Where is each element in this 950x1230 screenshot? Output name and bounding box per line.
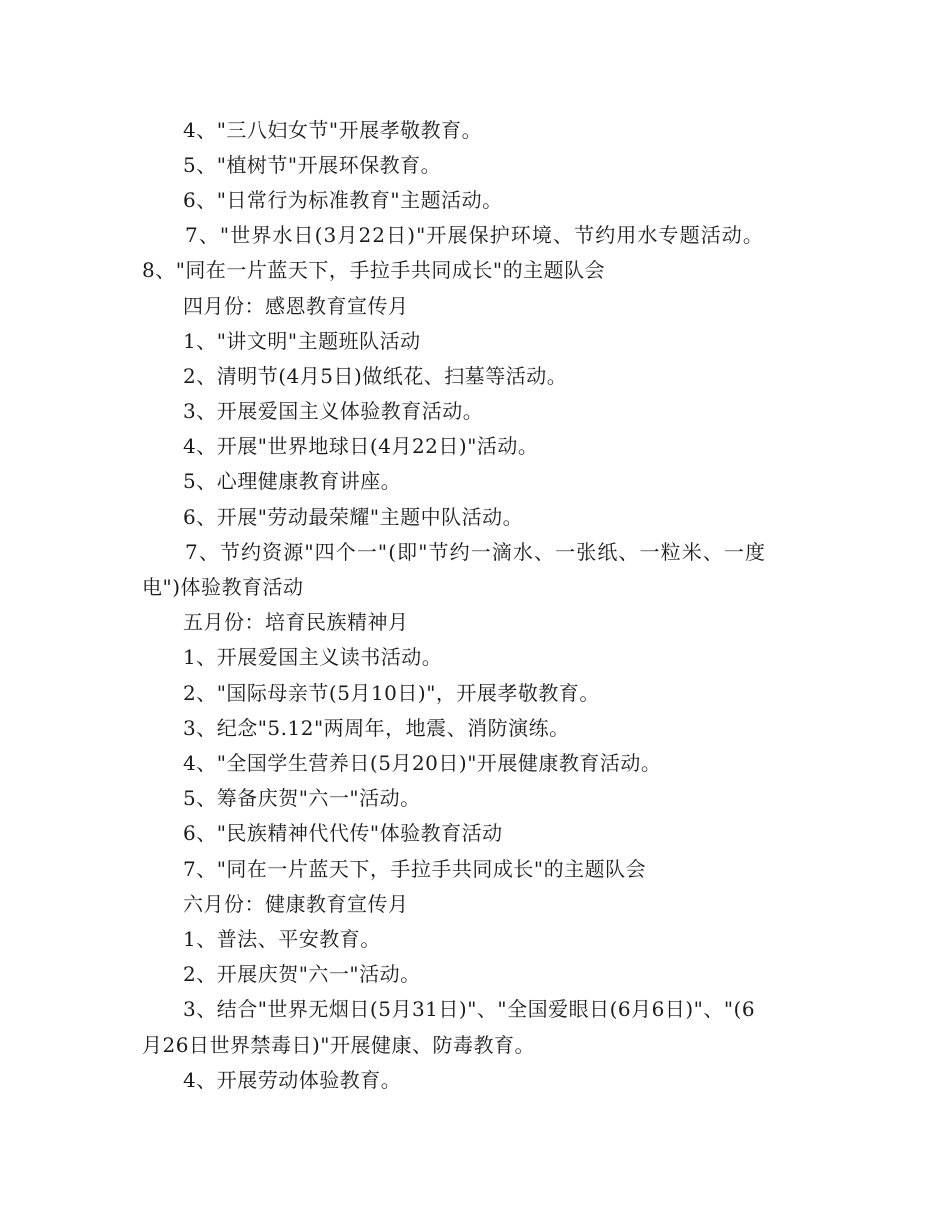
text-line: 6、"民族精神代代传"体验教育活动 bbox=[183, 821, 503, 845]
text-line: 5、"植树节"开展环保教育。 bbox=[183, 153, 442, 177]
text-line: 2、清明节(4月5日)做纸花、扫墓等活动。 bbox=[183, 364, 568, 388]
text-line: 7、"世界水日(3月22日)"开展保护环境、节约用水专题活动。 bbox=[185, 223, 765, 247]
text-line: 2、"国际母亲节(5月10日)"，开展孝敬教育。 bbox=[183, 681, 600, 705]
text-line: 1、"讲文明"主题班队活动 bbox=[183, 329, 421, 353]
section-heading: 六月份：健康教育宣传月 bbox=[183, 892, 409, 916]
text-line: 3、结合"世界无烟日(5月31日)"、"全国爱眼日(6月6日)"、"(6 bbox=[183, 997, 756, 1021]
text-line: 4、开展"世界地球日(4月22日)"活动。 bbox=[183, 434, 539, 458]
text-line: 3、纪念"5.12"两周年，地震、消防演练。 bbox=[183, 716, 570, 740]
text-line: 7、节约资源"四个一"(即"节约一滴水、一张纸、一粒米、一度 bbox=[185, 540, 767, 564]
section-heading: 四月份：感恩教育宣传月 bbox=[183, 294, 409, 318]
text-line: 电")体验教育活动 bbox=[142, 575, 304, 599]
text-line: 2、开展庆贺"六一"活动。 bbox=[183, 962, 421, 986]
text-line: 4、开展劳动体验教育。 bbox=[183, 1068, 402, 1092]
text-line: 月26日世界禁毒日)"开展健康、防毒教育。 bbox=[142, 1033, 535, 1057]
text-line: 6、"日常行为标准教育"主题活动。 bbox=[183, 188, 503, 212]
text-line: 1、开展爱国主义读书活动。 bbox=[183, 645, 443, 669]
text-line: 5、心理健康教育讲座。 bbox=[183, 469, 402, 493]
text-line: 1、普法、平安教育。 bbox=[183, 927, 381, 951]
text-line: 4、"三八妇女节"开展孝敬教育。 bbox=[183, 118, 483, 142]
text-line: 5、筹备庆贺"六一"活动。 bbox=[183, 786, 421, 810]
text-line: 3、开展爱国主义体验教育活动。 bbox=[183, 399, 484, 423]
text-line: 4、"全国学生营养日(5月20日)"开展健康教育活动。 bbox=[183, 751, 662, 775]
text-line: 7、"同在一片蓝天下，手拉手共同成长"的主题队会 bbox=[183, 857, 647, 881]
text-line: 8、"同在一片蓝天下，手拉手共同成长"的主题队会 bbox=[142, 258, 606, 282]
section-heading: 五月份：培育民族精神月 bbox=[183, 610, 409, 634]
text-line: 6、开展"劳动最荣耀"主题中队活动。 bbox=[183, 505, 524, 529]
